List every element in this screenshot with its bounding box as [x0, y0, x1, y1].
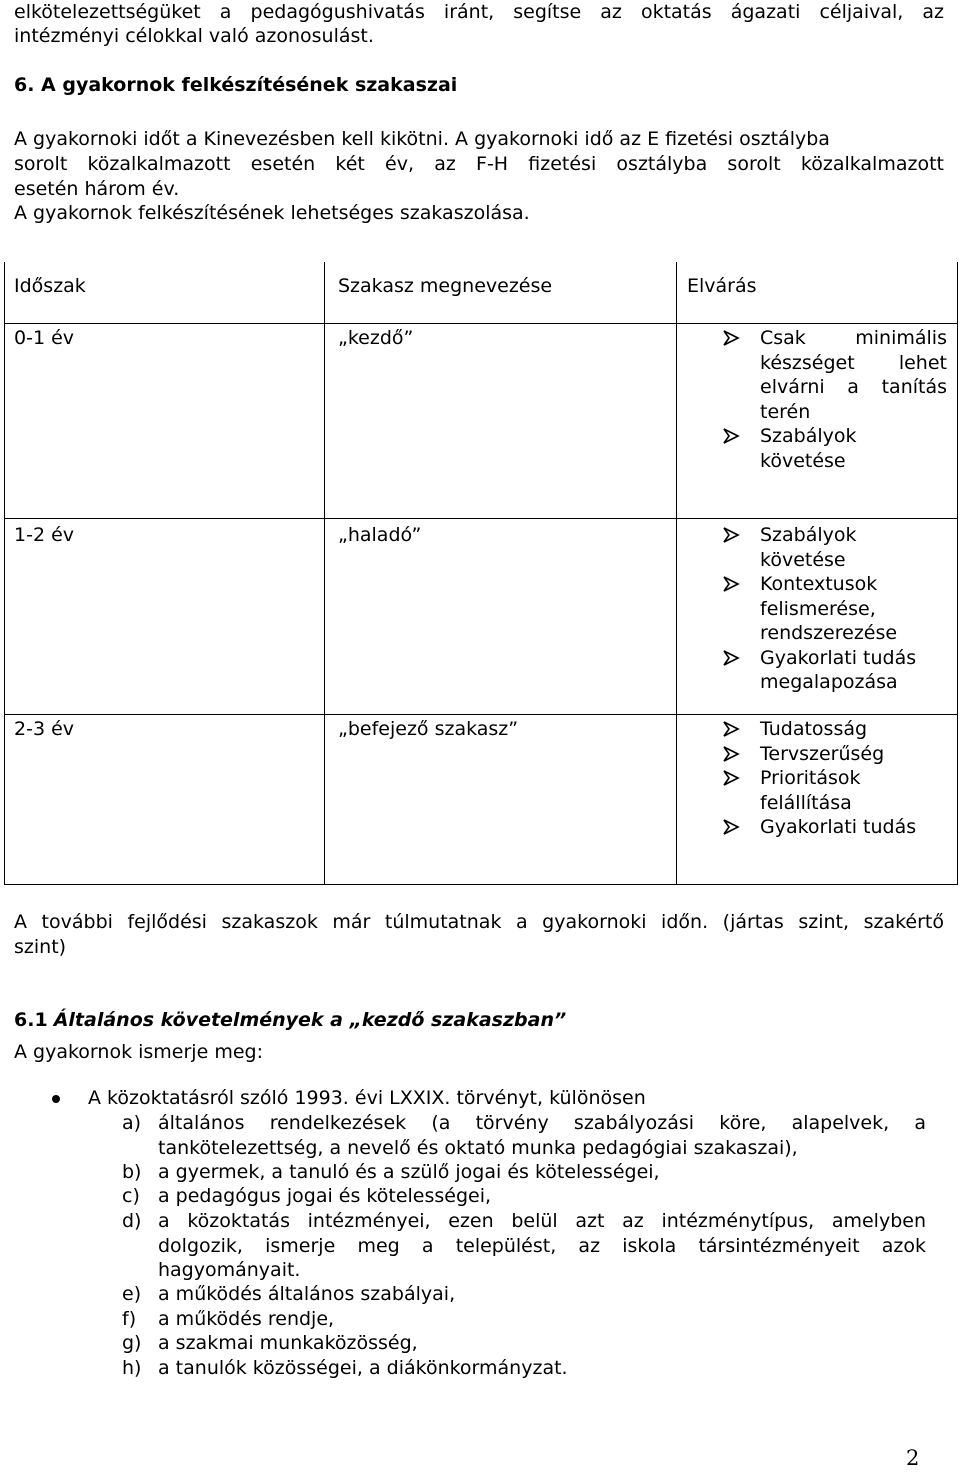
- list-item-label: a): [122, 1112, 142, 1134]
- section-6-1-heading: [14, 1008, 944, 1033]
- list-item-text: a pedagógus jogai és kötelességei,: [158, 1185, 492, 1207]
- expectation-item: Tervszerűség: [722, 742, 947, 767]
- stages-table: [4, 262, 958, 886]
- table-border: [957, 262, 958, 885]
- after-table-line-2: szint): [14, 936, 67, 958]
- arrowhead-bullet-icon: [722, 427, 740, 445]
- section-6-heading: 6. A gyakornok felkészítésének szakaszai: [14, 74, 458, 96]
- table-row-3-stage: „befejező szakasz”: [338, 718, 519, 740]
- table-row-1-expectations: [722, 326, 947, 473]
- section-6-1-title: Általános követelmények a „kezdő szakaszban”: [53, 1009, 567, 1031]
- section-6-1-intro: A gyakornok ismerje meg:: [14, 1041, 263, 1063]
- section-6-1-bullet: A közoktatásról szóló 1993. évi LXXIX. törvényt, különösen: [88, 1087, 646, 1109]
- table-row-2-stage: „haladó”: [338, 524, 422, 546]
- list-item-label: b): [122, 1161, 142, 1183]
- expectation-item: Prioritások felállítása: [722, 766, 947, 815]
- list-item-text: a közoktatás intézményei, ezen belül azt az intézménytípus, amelyben: [158, 1210, 926, 1232]
- table-border: [324, 262, 325, 885]
- section-6-1-number: 6.1: [14, 1009, 48, 1031]
- page-number: 2: [906, 1446, 920, 1470]
- arrowhead-bullet-icon: [722, 329, 740, 347]
- expectation-item: Csak minimális készséget lehet elvárni a tanítás terén: [722, 326, 947, 424]
- list-item-label: f): [122, 1308, 137, 1330]
- expectation-item: Szabályok követése: [722, 424, 947, 473]
- bullet-dot-icon: [52, 1095, 60, 1103]
- list-item-text: a működés általános szabályai,: [158, 1283, 456, 1305]
- list-item-text: a szakmai munkaközösség,: [158, 1332, 418, 1354]
- table-row-3-expectations: [722, 717, 947, 840]
- table-header-stage: Szakasz megnevezése: [338, 275, 553, 297]
- after-table-line-1: A további fejlődési szakaszok már túlmutatnak a gyakornoki időn. (jártas szint, szakértő: [14, 911, 944, 933]
- list-item-text: tankötelezettség, a nevelő és oktató munka pedagógiai szakaszai),: [158, 1136, 798, 1159]
- list-item-label: e): [122, 1283, 142, 1305]
- arrowhead-bullet-icon: [722, 745, 740, 763]
- table-row-1-stage: „kezdő”: [338, 327, 414, 349]
- expectation-item: Kontextusok felismerése, rendszerezése: [722, 572, 947, 646]
- table-row-2-period: 1-2 év: [14, 524, 75, 546]
- arrowhead-bullet-icon: [722, 575, 740, 593]
- arrowhead-bullet-icon: [722, 526, 740, 544]
- list-item-label: c): [122, 1185, 140, 1207]
- list-item-text: a működés rendje,: [158, 1308, 335, 1330]
- table-header-period: Időszak: [14, 275, 86, 297]
- list-item-label: g): [122, 1332, 142, 1354]
- section-6-para-line-4: A gyakornok felkészítésének lehetséges szakaszolása.: [14, 202, 530, 224]
- list-item-label: d): [122, 1210, 142, 1232]
- arrowhead-bullet-icon: [722, 720, 740, 738]
- arrowhead-bullet-icon: [722, 769, 740, 787]
- arrowhead-bullet-icon: [722, 649, 740, 667]
- list-item-text: a gyermek, a tanuló és a szülő jogai és kötelességei,: [158, 1161, 660, 1183]
- table-row-2-expectations: [722, 523, 947, 695]
- expectation-item: Gyakorlati tudás: [722, 815, 947, 840]
- list-item-text: a tanulók közösségei, a diákönkormányzat.: [158, 1357, 568, 1379]
- list-item-text: általános rendelkezések (a törvény szabályozási köre, alapelvek, a: [158, 1112, 926, 1134]
- expectation-item: Szabályok követése: [722, 523, 947, 572]
- arrowhead-bullet-icon: [722, 818, 740, 836]
- table-row-3-period: 2-3 év: [14, 718, 75, 740]
- intro-line-1: elkötelezettségüket a pedagógushivatás iránt, segítse az oktatás ágazati céljaival, az: [14, 1, 944, 23]
- table-row-1-period: 0-1 év: [14, 327, 75, 349]
- section-6-para-line-2: sorolt közalkalmazott esetén két év, az F-H fizetési osztályba sorolt közalkalmazott: [14, 153, 944, 175]
- list-item-label: h): [122, 1357, 142, 1379]
- intro-line-2: intézményi célokkal való azonosulást.: [14, 25, 374, 47]
- table-rule: [4, 323, 958, 324]
- list-item-text: dolgozik, ismerje meg a települést, az iskola társintézményeit azok: [158, 1234, 926, 1257]
- expectation-item: Gyakorlati tudás megalapozása: [722, 646, 947, 695]
- table-border: [4, 262, 5, 885]
- expectation-item: Tudatosság: [722, 717, 947, 742]
- section-6-para-line-3: esetén három év.: [14, 178, 180, 200]
- table-header-expectation: Elvárás: [687, 275, 757, 297]
- list-item-text: hagyományait.: [158, 1259, 301, 1281]
- section-6-para-line-1: A gyakornoki időt a Kinevezésben kell kikötni. A gyakornoki idő az E fizetési osztályba: [14, 128, 830, 150]
- table-rule: [4, 518, 958, 519]
- table-rule: [4, 714, 958, 715]
- table-border: [676, 262, 677, 885]
- table-rule: [4, 884, 958, 885]
